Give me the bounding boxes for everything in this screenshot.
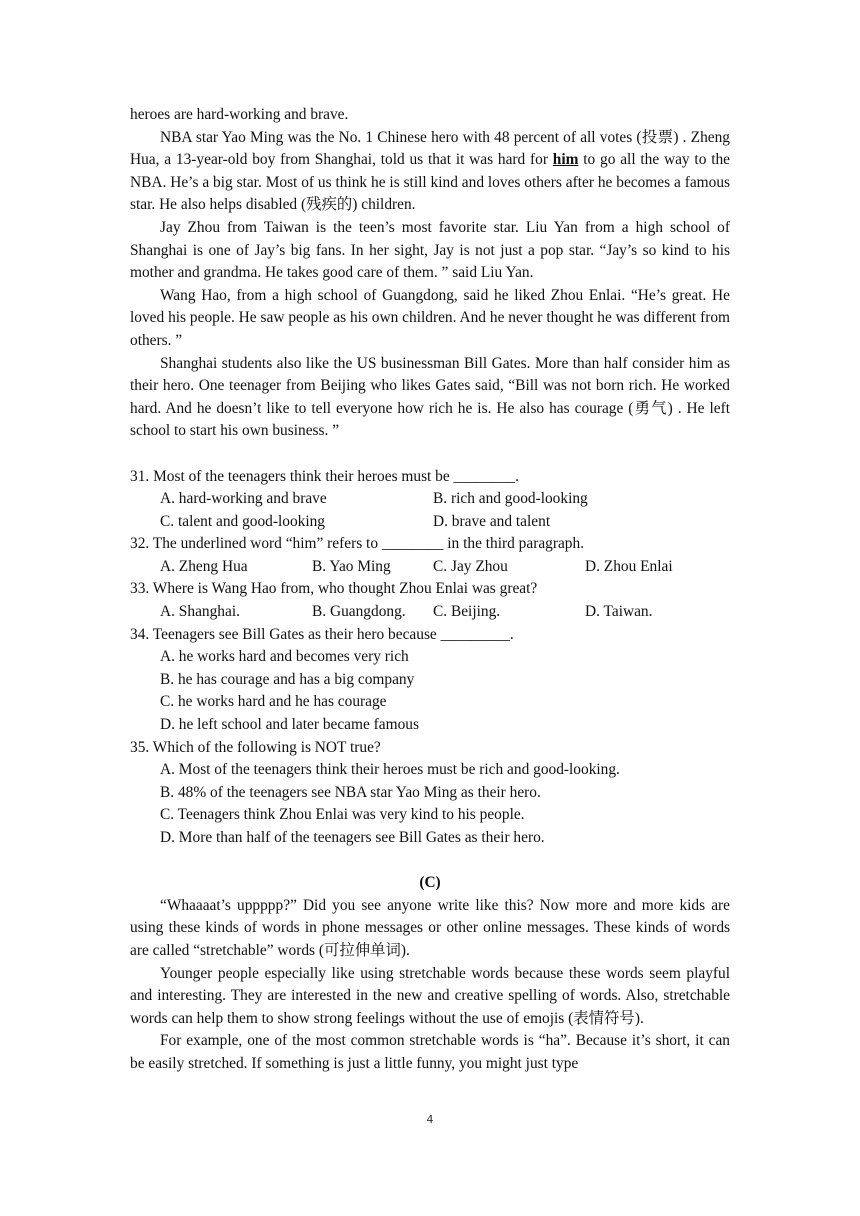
option-d: D. brave and talent	[433, 512, 551, 530]
option-c: C. Jay Zhou	[433, 557, 508, 575]
option-d: D. Zhou Enlai	[585, 557, 673, 575]
question-34: 34. Teenagers see Bill Gates as their hero because _________.	[130, 625, 514, 643]
option-d: D. More than half of the teenagers see Bill Gates as their hero.	[160, 829, 545, 846]
passage-b-paragraph-5: Shanghai students also like the US businessman Bill Gates. More than half consider him as their hero. One teenager from Beijing who likes Gates said, “Bill was not born rich. He worked hard. And he doesn’t like to tell everyone how rich he is. He also has courage (勇气) . He left school to start his own business. ”	[130, 354, 730, 440]
question-32: 32. The underlined word “him” refers to ________ in the third paragraph.	[130, 535, 585, 553]
document-page	[130, 104, 730, 1076]
paragraph-2-text-start: NBA star Yao Ming was the No. 1 Chinese hero with 48 percent of all votes (投票) . Zheng Hua, a 13-year-old boy from Shanghai, told us that it was hard for	[130, 128, 730, 169]
question-32-options	[130, 556, 730, 579]
option-d: D. Taiwan.	[585, 603, 653, 621]
option-a: A. hard-working and brave	[160, 490, 327, 508]
passage-b-paragraph-3: Jay Zhou from Taiwan is the teen’s most favorite star. Liu Yan from a high school of Shanghai is one of Jay’s big fans. In her sight, Jay is not just a pop star. “Jay’s so kind to his mother and grandma. He takes good care of them. ” said Liu Yan.	[130, 218, 730, 282]
question-33-options	[130, 601, 730, 624]
option-b: B. 48% of the teenagers see NBA star Yao Ming as their hero.	[160, 783, 541, 801]
question-31: 31. Most of the teenagers think their heroes must be ________.	[130, 467, 519, 485]
option-d: D. he left school and later became famous	[160, 716, 419, 734]
question-33: 33. Where is Wang Hao from, who thought Zhou Enlai was great?	[130, 580, 538, 598]
passage-b-paragraph-4: Wang Hao, from a high school of Guangdong, said he liked Zhou Enlai. “He’s great. He loved his people. He saw people as his own children. And he never thought he was different from others. ”	[130, 286, 730, 349]
blank-line	[130, 443, 730, 466]
option-c: C. he works hard and he has courage	[160, 693, 387, 711]
option-a: A. Zheng Hua	[160, 557, 248, 575]
option-c: C. Beijing.	[433, 603, 501, 621]
option-b: B. Yao Ming	[312, 557, 391, 575]
question-31-options-row-1	[130, 488, 730, 511]
blank-line	[130, 850, 730, 873]
option-b: B. Guangdong.	[312, 603, 406, 621]
option-a: A. Shanghai.	[160, 603, 240, 621]
passage-b-paragraph-2	[130, 127, 730, 217]
passage-c-paragraph-2: Younger people especially like using stretchable words because these words seem playful and interesting. They are interested in the new and creative spelling of words. Also, stretchable words can help them to show strong feelings without the use of emojis (表情符号).	[130, 964, 730, 1027]
page-number: 4	[426, 1113, 434, 1126]
paragraph-2-text-end: to go all the way to the NBA. He’s a big star. Most of us think he is still kind and loves others after he becomes a famous star. He also helps disabled (残疾的) children.	[130, 151, 730, 214]
passage-c-paragraph-1: “Whaaaat’s uppppp?” Did you see anyone write like this? Now more and more kids are using these kinds of words in phone messages or other online messages. These kinds of words are called “stretchable” words (可拉伸单词).	[130, 896, 730, 959]
option-b: B. he has courage and has a big company	[160, 670, 415, 688]
option-a: A. Most of the teenagers think their heroes must be rich and good-looking.	[160, 761, 620, 779]
question-31-options-row-2	[130, 511, 730, 534]
option-c: C. talent and good-looking	[160, 512, 325, 530]
passage-c-paragraph-3: For example, one of the most common stretchable words is “ha”. Because it’s short, it can be easily stretched. If something is just a little funny, you might just type	[130, 1032, 730, 1072]
passage-b-paragraph-1: heroes are hard-working and brave.	[130, 106, 349, 123]
section-heading-c: (C)	[419, 874, 441, 892]
underlined-word-him: him	[552, 151, 579, 169]
option-b: B. rich and good-looking	[433, 490, 588, 508]
question-35: 35. Which of the following is NOT true?	[130, 738, 381, 756]
option-c: C. Teenagers think Zhou Enlai was very kind to his people.	[160, 806, 525, 824]
option-a: A. he works hard and becomes very rich	[160, 648, 409, 666]
